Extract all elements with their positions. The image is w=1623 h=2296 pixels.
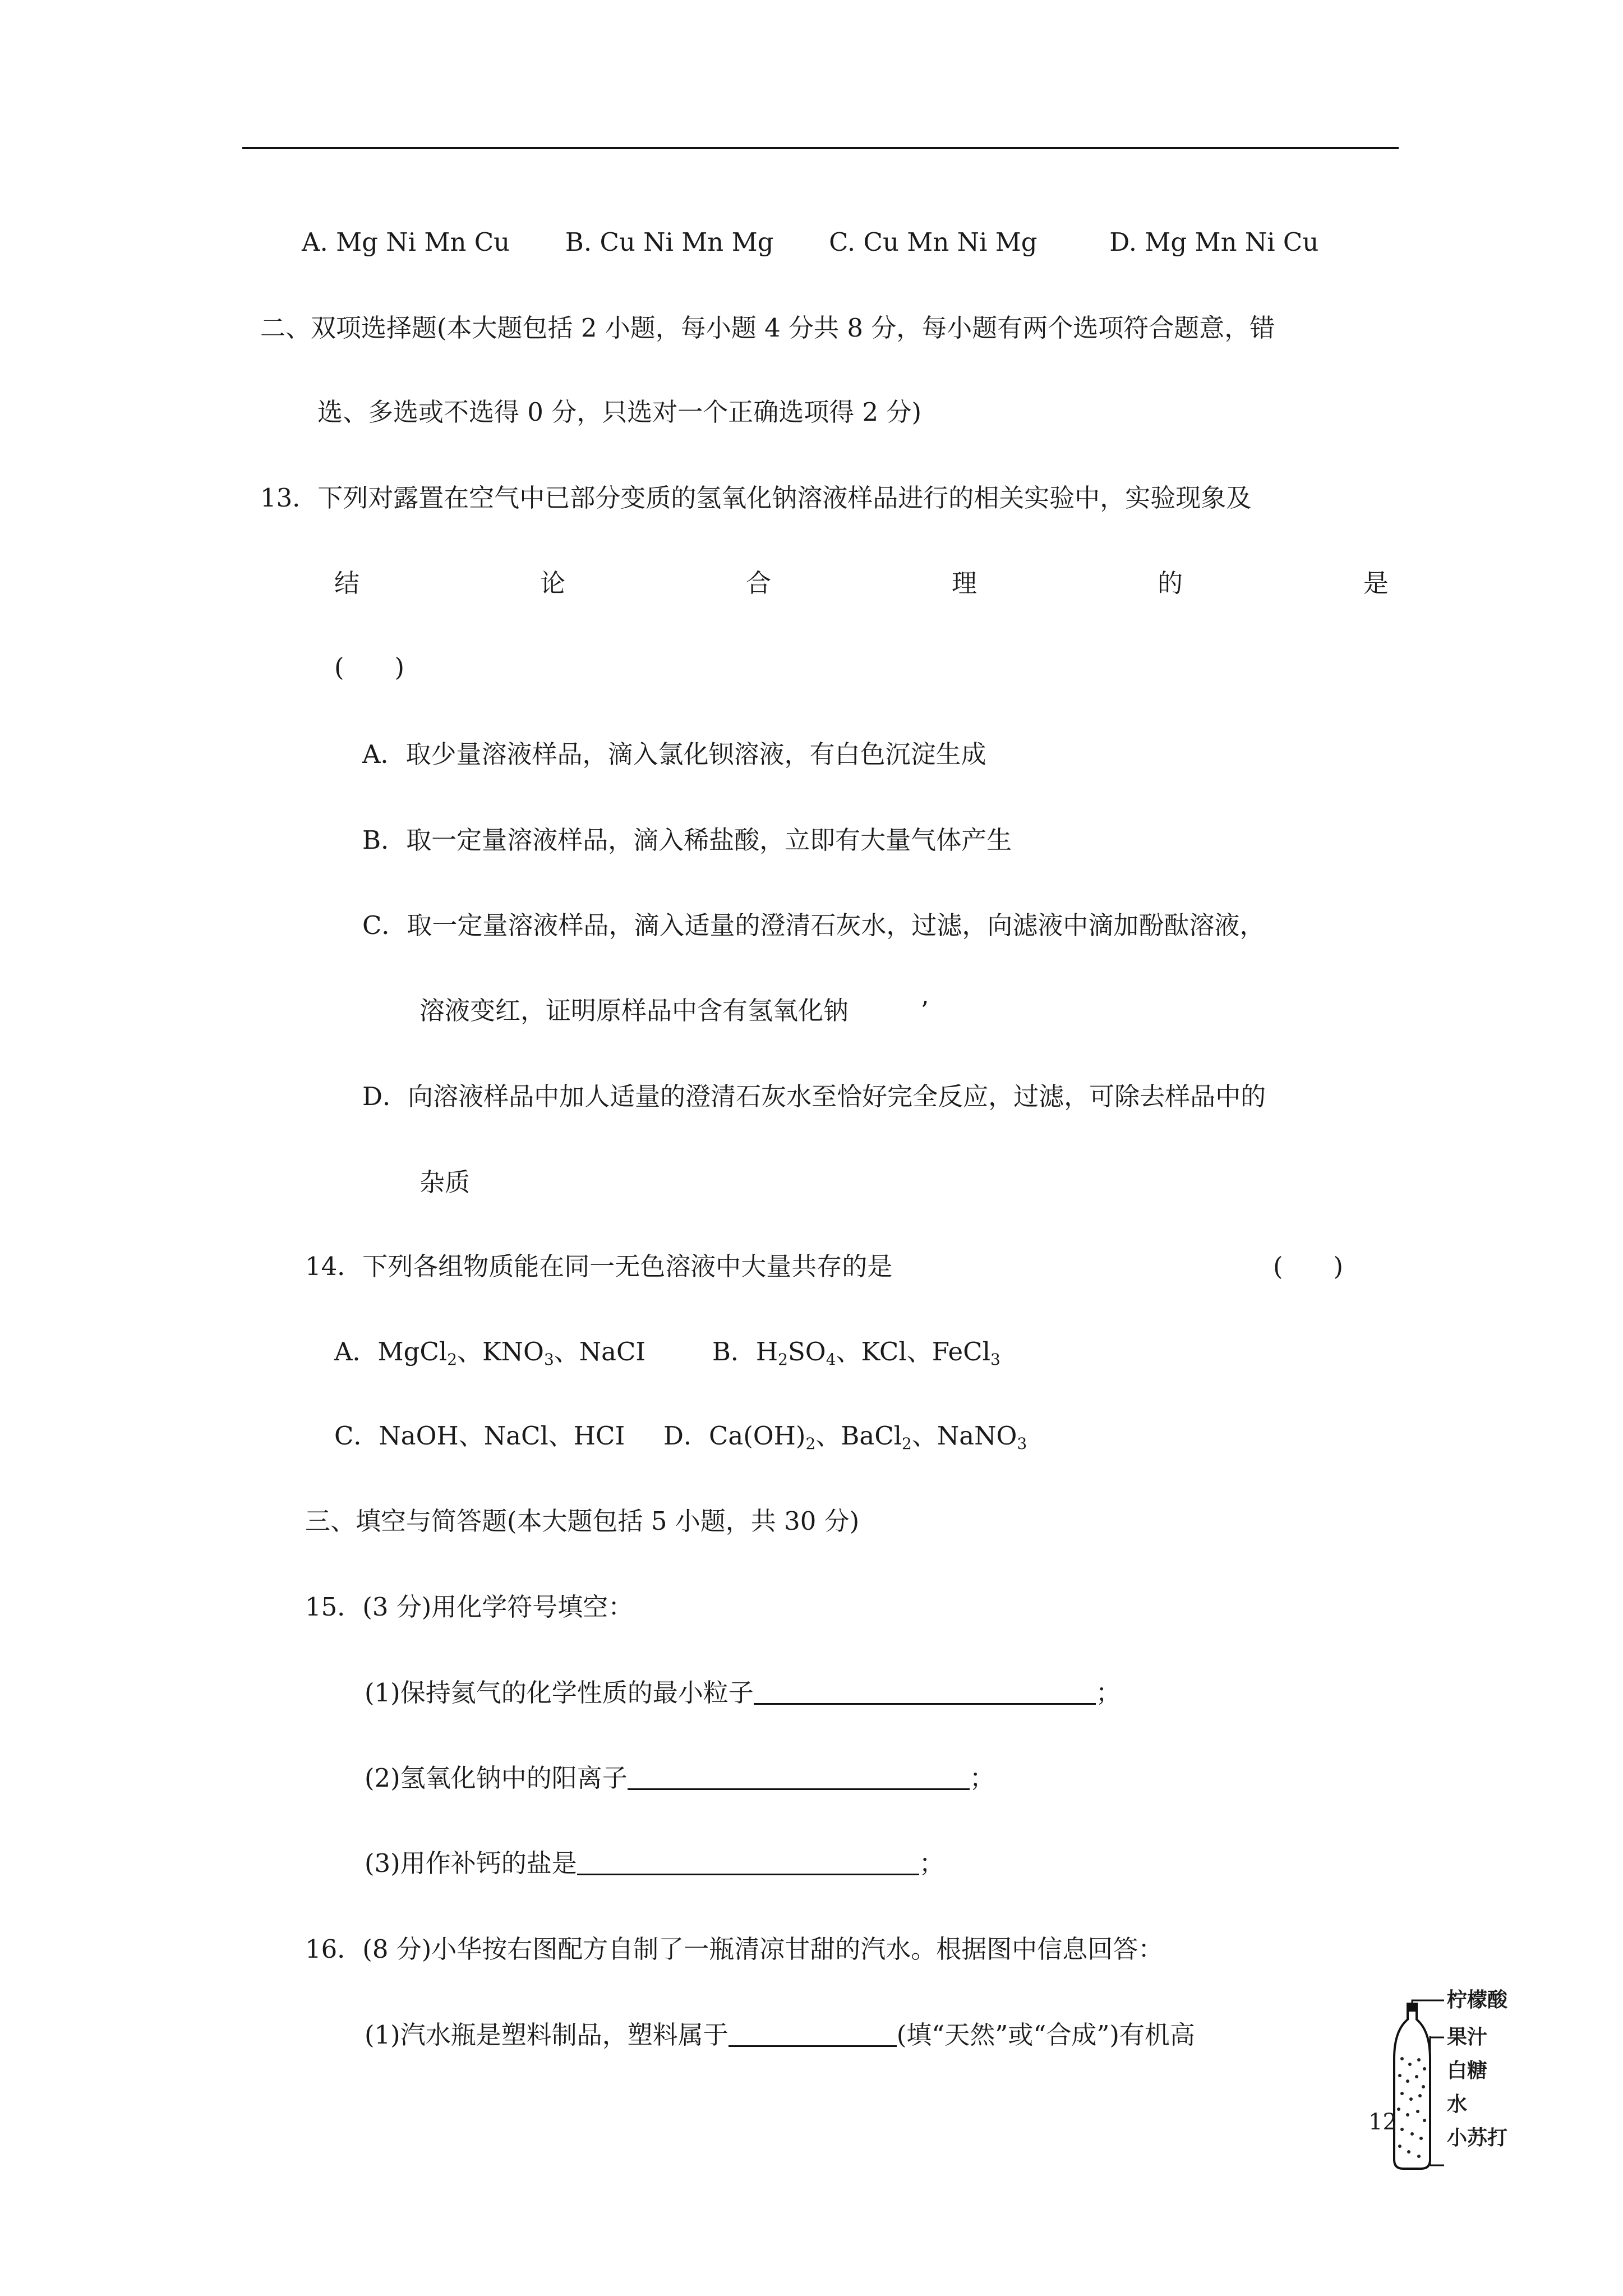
q12-options <box>302 226 1318 259</box>
q13-option-c-text: 溶液变红，证明原样品中含有氢氧化钠 <box>419 996 849 1025</box>
q13-option-b: B．取一定量溶液样品，滴入稀盐酸，立即有大量气体产生 <box>362 825 1012 855</box>
label-citric-acid: 柠檬酸 <box>1447 1989 1508 2012</box>
q14-option-d: D．$Ca(OH)_2$、BaCl$_2$、NaNO$_3$ <box>663 1421 1027 1453</box>
q14-option-b: B．$H_2SO_4$、KCl、FeCl$_3$ <box>712 1337 1000 1369</box>
q15-item3-blank[interactable] <box>577 1849 919 1875</box>
q12-option-c: C. Cu Mn Ni Mg <box>829 227 1038 257</box>
q13-spread-char: 理 <box>951 568 977 598</box>
q15-item1: (1)保持氦气的化学性质的最小粒子 ； <box>365 1678 1121 1708</box>
q15-item2-blank[interactable] <box>628 1764 970 1790</box>
q13-spread-char: 论 <box>540 568 565 598</box>
q12-option-d: D. Mg Mn Ni Cu <box>1109 227 1319 257</box>
section2-heading-line2: 选、多选或不选得 0 分，只选对一个正确选项得 2 分) <box>317 397 922 427</box>
q16-item1 <box>365 2018 1195 2052</box>
header-rule <box>242 147 1399 149</box>
q15-item1-blank[interactable] <box>754 1678 1096 1705</box>
q13-spread-char: 是 <box>1363 568 1389 598</box>
q13-answer-bracket: ( ) <box>334 652 405 682</box>
q13-spread-char: 合 <box>745 568 771 598</box>
q15-item3-text: (3)用作补钙的盐是 <box>365 1848 577 1878</box>
q13-option-a: A．取少量溶液样品，滴入氯化钡溶液，有白色沉淀生成 <box>362 739 986 769</box>
section3-heading: 三、填空与简答题(本大题包括 5 小题，共 30 分) <box>305 1506 860 1536</box>
q14-option-a: A．MgCl$_2$、$KNO_3$、NaCI <box>334 1337 646 1369</box>
q15-item2: (2)氢氧化钠中的阳离子 ； <box>365 1763 995 1793</box>
q15-item2-text: (2)氢氧化钠中的阳离子 <box>365 1763 628 1793</box>
q13-option-c-line2 <box>419 994 929 1028</box>
q13-stem-spread <box>334 567 1389 600</box>
q15-item3: (3)用作补钙的盐是 ； <box>365 1848 944 1878</box>
q13-stem-line1: 13．下列对露置在空气中已部分变质的氢氧化钠溶液样品进行的相关实验中，实验现象及 <box>260 483 1252 513</box>
q14-option-c: C．NaOH、NaCl、HCI <box>334 1421 625 1451</box>
label-baking-soda: 小苏打 <box>1447 2127 1508 2150</box>
q15-item1-text: (1)保持氦气的化学性质的最小粒子 <box>365 1678 754 1708</box>
soda-bottle-diagram <box>1391 1989 1525 2177</box>
page-number: 12 <box>1368 2109 1397 2135</box>
q14-options-ab <box>334 1335 1000 1369</box>
q16-item1-text: (1)汽水瓶是塑料制品，塑料属于 <box>365 2020 728 2050</box>
label-juice: 果汁 <box>1447 2026 1488 2049</box>
q13-spread-char: 的 <box>1157 568 1183 598</box>
q14-stem: 14．下列各组物质能在同一无色溶液中大量共存的是 <box>305 1251 893 1281</box>
q13-option-c-line1: C．取一定量溶液样品，滴入适量的澄清石灰水，过滤，向滤液中滴加酚酞溶液， <box>362 910 1265 940</box>
q14-answer-bracket: ( ) <box>1273 1251 1344 1281</box>
label-sugar: 白糖 <box>1447 2059 1488 2082</box>
q13-spread-char: 结 <box>334 568 360 598</box>
q13-option-d-line1: D．向溶液样品中加人适量的澄清石灰水至恰好完全反应，过滤，可除去样品中的 <box>362 1082 1266 1111</box>
q12-option-b: B. Cu Ni Mn Mg <box>565 227 774 257</box>
q16-item1-end: (填“天然”或“合成”)有机高 <box>896 2020 1195 2050</box>
q16-item1-blank[interactable] <box>728 2021 897 2047</box>
q14-options-cd <box>334 1419 1027 1453</box>
q15-stem: 15．(3 分)用化学符号填空： <box>305 1592 634 1622</box>
q13-option-d-line2: 杂质 <box>419 1167 471 1197</box>
q13-option-c-mark: ’ <box>920 996 929 1025</box>
q16-stem: 16．(8 分)小华按右图配方自制了一瓶清凉甘甜的汽水。根据图中信息回答： <box>305 1934 1164 1964</box>
label-water: 水 <box>1447 2093 1468 2116</box>
q12-option-a: A. Mg Ni Mn Cu <box>302 227 510 257</box>
section2-heading-line1: 二、双项选择题(本大题包括 2 小题，每小题 4 分共 8 分，每小题有两个选项符合题意，错 <box>260 313 1275 343</box>
